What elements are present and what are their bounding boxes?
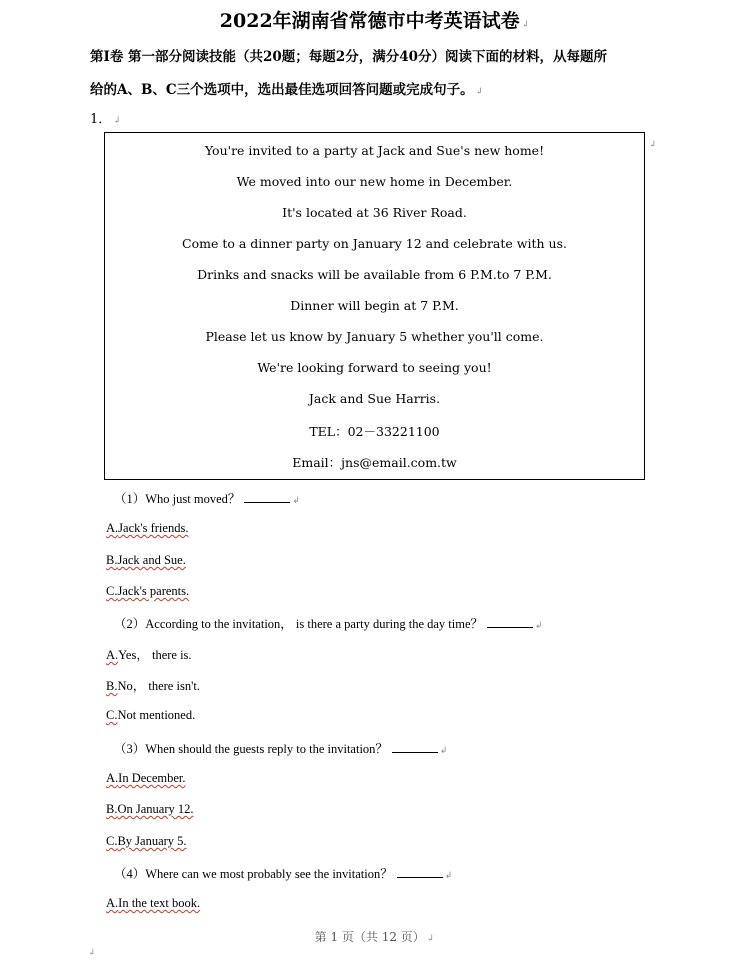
invitation-line: Drinks and snacks will be available from 6 P.M.to 7 P.M. xyxy=(197,267,552,282)
answer-blank[interactable] xyxy=(244,490,290,503)
paragraph-mark: ↲ xyxy=(426,934,435,944)
paragraph-mark: ↲ xyxy=(88,948,96,958)
invitation-line: It's located at 36 River Road. xyxy=(282,205,467,220)
paragraph-mark: ↲ xyxy=(649,140,657,150)
invitation-line: You're invited to a party at Jack and Sue's new home! xyxy=(204,143,545,158)
section-instructions-line-2: 给的A、B、C三个选项中，选出最佳选项回答问题或完成句子。 ↲ xyxy=(90,82,484,98)
invitation-line: TEL：02－33221100 xyxy=(309,424,440,439)
invitation-line: Email：jns@email.com.tw xyxy=(292,455,457,470)
question-2: （2）According to the invitation， is there a party during the day time？ ↲ xyxy=(114,617,543,631)
answer-blank[interactable] xyxy=(487,615,533,628)
invitation-line: Dinner will begin at 7 P.M. xyxy=(290,298,459,313)
paragraph-mark: ↲ xyxy=(535,620,543,630)
invitation-line: We're looking forward to seeing you! xyxy=(257,360,492,375)
paragraph-mark: ↲ xyxy=(439,745,448,755)
invitation-line: Please let us know by January 5 whether you'll come. xyxy=(205,329,544,344)
option-1c[interactable]: C.Jack's parents. xyxy=(106,584,190,598)
option-3b[interactable]: B.On January 12. xyxy=(106,802,194,816)
answer-blank[interactable] xyxy=(392,740,438,753)
option-2a[interactable]: A.Yes， there is. xyxy=(106,648,192,662)
option-1a[interactable]: A.Jack's friends. xyxy=(106,521,189,535)
option-4a[interactable]: A.In the text book. xyxy=(106,896,201,910)
question-number: 1． ↲ xyxy=(90,112,121,127)
paragraph-mark: ↲ xyxy=(113,116,121,126)
question-4: （4）Where can we most probably see the invitation？ ↲ xyxy=(114,867,453,881)
section-instructions-line-1: 第Ⅰ卷 第一部分阅读技能（共20题；每题2分，满分40分）阅读下面的材料，从每题所 xyxy=(90,49,607,65)
paragraph-mark: ↲ xyxy=(444,870,453,880)
answer-blank[interactable] xyxy=(397,865,443,878)
question-1: （1）Who just moved？ ↲ xyxy=(114,492,300,506)
option-2c[interactable]: C.Not mentioned. xyxy=(106,708,196,722)
paragraph-mark: ↲ xyxy=(292,495,300,505)
option-3c[interactable]: C.By January 5. xyxy=(106,834,187,848)
question-3: （3）When should the guests reply to the invitation？ ↲ xyxy=(114,742,448,756)
option-2b[interactable]: B.No， there isn't. xyxy=(106,679,200,693)
invitation-line: Come to a dinner party on January 12 and celebrate with us. xyxy=(182,236,567,251)
paragraph-mark: ↲ xyxy=(475,87,484,97)
page-footer: 第 1 页（共 12 页） ↲ xyxy=(314,930,435,944)
paragraph-mark: ↲ xyxy=(521,20,530,30)
invitation-line: Jack and Sue Harris. xyxy=(308,391,441,406)
option-1b[interactable]: B.Jack and Sue. xyxy=(106,553,186,567)
page-title: 2022年湖南省常德市中考英语试卷 ↲ xyxy=(219,10,530,32)
invitation-line: We moved into our new home in December. xyxy=(236,174,513,189)
invitation-box xyxy=(104,132,645,480)
option-3a[interactable]: A.In December. xyxy=(106,771,186,785)
